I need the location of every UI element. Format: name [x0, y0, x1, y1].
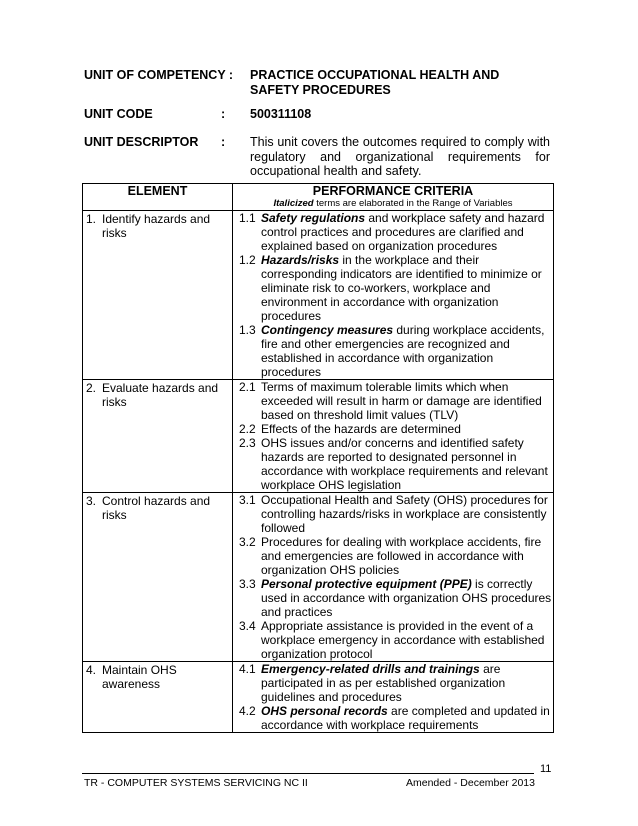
- criterion-number: 3.1: [239, 493, 256, 507]
- criterion-number: 2.3: [239, 436, 256, 450]
- criterion-key-term: Contingency measures: [261, 323, 394, 337]
- criterion-item: [233, 380, 553, 422]
- criterion-text: Terms of maximum tolerable limits which when exceeded will result in harm or damage are identified based on threshold limit values (TLV): [261, 380, 542, 422]
- table-row: [83, 662, 554, 733]
- criterion-key-term: Hazards/risks: [261, 253, 340, 267]
- unit-descriptor-label: UNIT DESCRIPTOR: [84, 135, 199, 149]
- criterion-item: [233, 619, 553, 661]
- italicized-note: [233, 198, 553, 210]
- criterion-item: [233, 704, 553, 732]
- criterion-item: [233, 535, 553, 577]
- footer-rule: [82, 773, 534, 774]
- element-header: ELEMENT: [83, 184, 233, 211]
- unit-code-value: 500311108: [250, 107, 312, 121]
- criterion-item: [233, 253, 553, 323]
- footer-qualification: TR - COMPUTER SYSTEMS SERVICING NC II: [84, 777, 308, 789]
- criterion-item: [233, 436, 553, 492]
- element-text: Evaluate hazards and risks: [102, 381, 219, 409]
- criterion-number: 4.2: [239, 704, 256, 718]
- criteria-cell: [233, 493, 554, 662]
- element-item: [83, 211, 232, 240]
- footer-amended: Amended - December 2013: [406, 777, 535, 789]
- criterion-text: in the workplace and their corresponding indicators are identified to minimize or eliminate risk to co-workers, workplace and environment in accordance with organization procedures: [261, 253, 542, 323]
- table-header-row: [83, 184, 554, 211]
- element-number: 1.: [86, 212, 97, 226]
- criterion-number: 2.1: [239, 380, 256, 394]
- performance-criteria-header: [233, 184, 554, 211]
- element-cell: [83, 493, 233, 662]
- unit-code-colon: :: [221, 107, 226, 121]
- criterion-number: 3.2: [239, 535, 256, 549]
- element-number: 4.: [86, 663, 97, 677]
- element-text: Identify hazards and risks: [102, 212, 211, 240]
- element-cell: [83, 662, 233, 733]
- criterion-text: Effects of the hazards are determined: [261, 422, 461, 436]
- criterion-item: [233, 493, 553, 535]
- criterion-item: [233, 422, 553, 436]
- criterion-text: and workplace safety and hazard control practices and procedures are clarified and explained based on organization procedures: [261, 211, 545, 253]
- criterion-number: 1.1: [239, 211, 256, 225]
- italicized-note-emphasis: Italicized: [273, 198, 314, 209]
- element-text: Maintain OHS awareness: [102, 663, 177, 691]
- element-number: 3.: [86, 494, 97, 508]
- criterion-text: Procedures for dealing with workplace accidents, fire and emergencies are followed in accordance with organization OHS policies: [261, 535, 542, 577]
- criterion-key-term: Personal protective equipment (PPE): [261, 577, 472, 591]
- criterion-number: 3.3: [239, 577, 256, 591]
- unit-code-label: UNIT CODE: [84, 107, 153, 121]
- criteria-cell: [233, 380, 554, 493]
- table-body: [83, 211, 554, 733]
- criterion-item: [233, 323, 553, 379]
- table-row: [83, 493, 554, 662]
- criterion-text: are participated in as per established organization guidelines and procedures: [261, 662, 506, 704]
- element-text: Control hazards and risks: [102, 494, 211, 522]
- unit-descriptor-value: This unit covers the outcomes required to comply with regulatory and organizational requirements for occupational health and safety.: [250, 135, 550, 178]
- criterion-text: during workplace accidents, fire and other emergencies are recognized and established in accordance with organization procedures: [261, 323, 545, 379]
- criteria-cell: [233, 662, 554, 733]
- criterion-item: [233, 577, 553, 619]
- criterion-number: 3.4: [239, 619, 256, 633]
- element-cell: [83, 380, 233, 493]
- element-item: [83, 662, 232, 691]
- criterion-number: 1.2: [239, 253, 256, 267]
- unit-of-competency-value: PRACTICE OCCUPATIONAL HEALTH AND SAFETY PROCEDURES: [250, 68, 500, 97]
- criterion-key-term: Emergency-related drills and trainings: [261, 662, 480, 676]
- criterion-key-term: OHS personal records: [261, 704, 388, 718]
- element-number: 2.: [86, 381, 97, 395]
- criterion-text: Appropriate assistance is provided in the event of a workplace emergency in accordance with established organization protocol: [261, 619, 545, 661]
- criterion-number: 2.2: [239, 422, 256, 436]
- unit-of-competency-label: UNIT OF COMPETENCY :: [84, 68, 234, 82]
- criterion-text: Occupational Health and Safety (OHS) procedures for controlling hazards/risks in workplace are consistently followed: [261, 493, 548, 535]
- table-row: [83, 380, 554, 493]
- criterion-item: [233, 211, 553, 253]
- element-item: [83, 380, 232, 409]
- italicized-note-text: terms are elaborated in the Range of Variables: [313, 198, 513, 209]
- criterion-item: [233, 662, 553, 704]
- performance-criteria-title: PERFORMANCE CRITERIA: [312, 184, 474, 198]
- table-row: [83, 211, 554, 380]
- page-number: 11: [540, 763, 552, 775]
- criteria-cell: [233, 211, 554, 380]
- element-cell: [83, 211, 233, 380]
- criterion-number: 1.3: [239, 323, 256, 337]
- criterion-text: are completed and updated in accordance with workplace requirements: [261, 704, 550, 732]
- criterion-text: OHS issues and/or concerns and identified safety hazards are reported to designated personnel in accordance with workplace requirements and relevant workplace OHS legislation: [261, 436, 548, 492]
- criterion-key-term: Safety regulations: [261, 211, 366, 225]
- element-item: [83, 493, 232, 522]
- unit-descriptor-colon: :: [221, 135, 226, 149]
- competency-table: [82, 183, 554, 733]
- criterion-number: 4.1: [239, 662, 256, 676]
- criterion-text: is correctly used in accordance with organization OHS procedures and practices: [261, 577, 552, 619]
